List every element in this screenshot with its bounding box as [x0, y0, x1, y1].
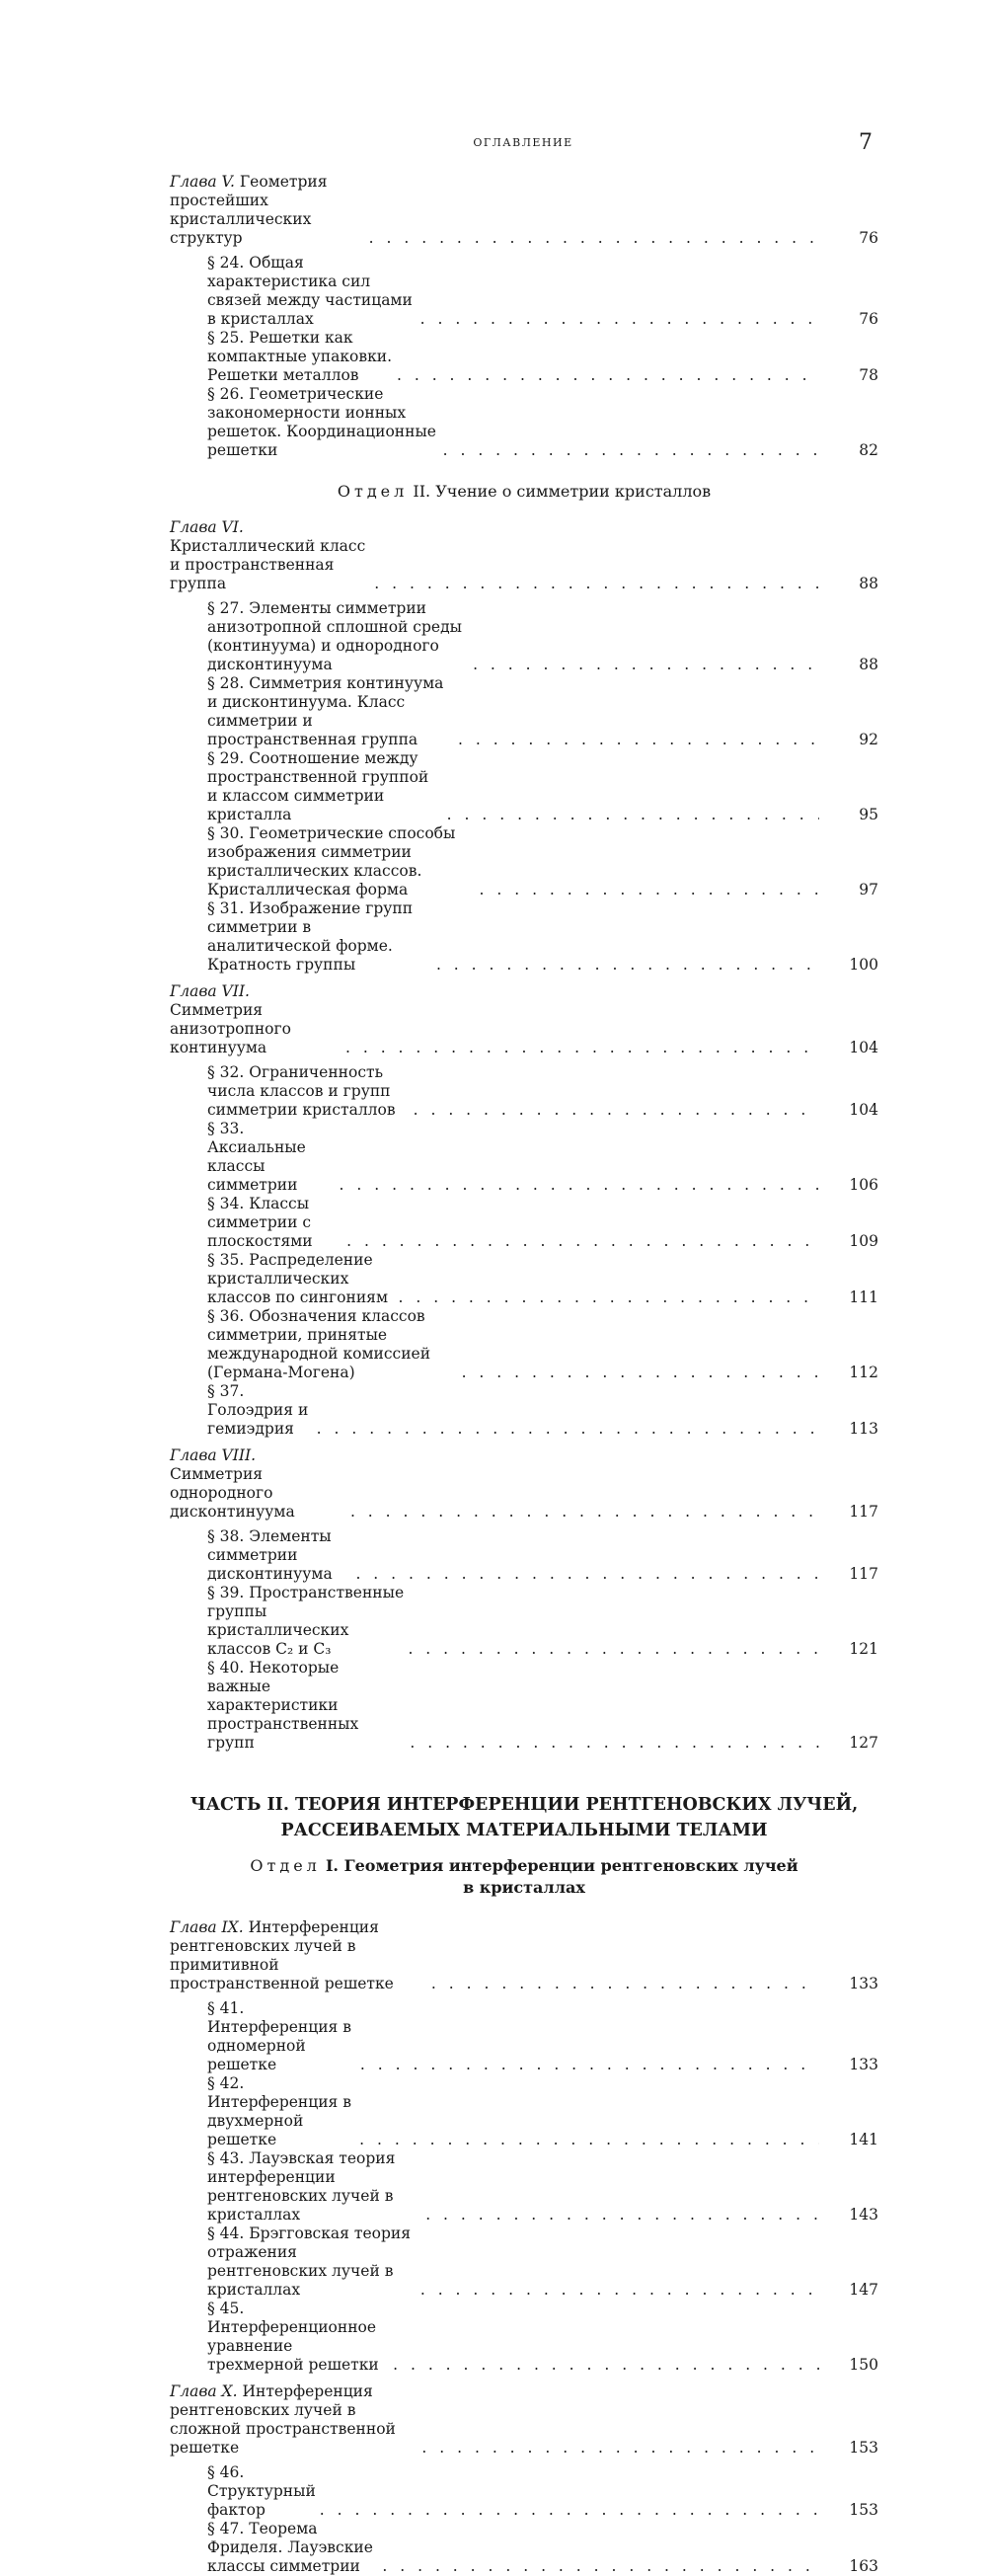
section-number: § 27. [207, 599, 245, 617]
section-title: Геометрические способы изображения симметрии кристаллических классов. Кристаллическая форма [207, 824, 456, 898]
toc-section-entry [170, 1527, 878, 1584]
section-number: § 31. [207, 899, 245, 917]
page-ref: 104 [849, 1039, 878, 1056]
page-ref: 112 [849, 1364, 878, 1381]
page-ref: 76 [859, 229, 878, 247]
section-number: § 34. [207, 1195, 245, 1212]
toc-block [170, 1918, 878, 2375]
toc-block [170, 1446, 878, 1753]
toc-chapter-entry [170, 518, 878, 593]
section-title: Элементы симметрии анизотропной сплошной среды (континуума) и однородного дисконтинуума [207, 599, 462, 673]
section-title: Ограниченность числа классов и групп симметрии кристаллов [207, 1063, 396, 1119]
toc-block [170, 173, 878, 460]
toc-section-entry [170, 1999, 878, 2074]
table-of-contents [170, 173, 878, 2576]
section-title: Пространственные группы кристаллических классов C₂ и C₃ [207, 1584, 405, 1658]
page-ref: 117 [849, 1565, 878, 1583]
page-ref: 97 [859, 881, 878, 898]
section-title: Некоторые важные характеристики пространственных групп [207, 1659, 359, 1752]
section-number: § 30. [207, 824, 245, 842]
section-number: § 25. [207, 329, 245, 347]
leader-dots [469, 656, 819, 674]
toc-block [170, 982, 878, 1439]
toc-chapter-entry [170, 1446, 878, 1522]
toc-section-entry [170, 2300, 878, 2375]
page-ref: 133 [849, 1975, 878, 1992]
leader-dots [356, 2056, 819, 2074]
leader-dots [432, 956, 819, 975]
section-number: § 42. [207, 2074, 245, 2092]
page-ref: 113 [849, 1420, 878, 1438]
chapter-title: Интерференция рентгеновских лучей в сложной пространственной решетке [170, 2382, 396, 2457]
section-number: § 28. [207, 674, 245, 692]
chapter-label: Глава X. [170, 2382, 238, 2400]
running-title: ОГЛАВЛЕНИЕ [473, 136, 573, 149]
department-word: Отдел [250, 1856, 321, 1875]
page-ref: 121 [849, 1640, 878, 1658]
leader-dots [404, 1640, 819, 1659]
section-title: Общая характеристика сил связей между частицами в кристаллах [207, 254, 413, 328]
department-title-line2: в кристаллах [463, 1878, 585, 1897]
section-title: Интерференционное уравнение трехмерной решетки [207, 2318, 379, 2374]
section-title: Изображение групп симметрии в аналитической форме. Кратность группы [207, 899, 414, 974]
leader-dots [346, 1503, 819, 1522]
part-heading [170, 1792, 878, 1843]
leader-dots [439, 441, 819, 460]
toc-section-entry [170, 329, 878, 385]
chapter-title: Симметрия однородного дисконтинуума [170, 1465, 295, 1521]
chapter-label: Глава VIII. [170, 1446, 257, 1464]
leader-dots [410, 1101, 819, 1120]
leader-dots [370, 575, 819, 593]
page-ref: 153 [849, 2501, 878, 2519]
leader-dots [454, 731, 819, 749]
section-title: Классы симметрии с плоскостями [207, 1195, 313, 1250]
toc-section-entry [170, 1063, 878, 1120]
section-title: Лауэвская теория интерференции рентгеновских лучей в кристаллах [207, 2149, 396, 2224]
page-ref: 133 [849, 2056, 878, 2073]
toc-section-entry [170, 899, 878, 975]
section-number: § 26. [207, 385, 245, 403]
page-ref: 104 [849, 1101, 878, 1119]
leader-dots [316, 2501, 819, 2520]
toc-block [170, 2382, 878, 2576]
section-number: § 45. [207, 2300, 245, 2317]
page-ref: 88 [859, 656, 878, 673]
section-number: § 35. [207, 1251, 245, 1269]
part-heading-line: ЧАСТЬ II. ТЕОРИЯ ИНТЕРФЕРЕНЦИИ РЕНТГЕНОВСКИХ ЛУЧЕЙ, [190, 1795, 859, 1815]
section-number: § 47. [207, 2520, 245, 2537]
leader-dots [427, 1975, 819, 1993]
page-ref: 143 [849, 2206, 878, 2224]
chapter-label: Глава VII. [170, 982, 250, 1000]
leader-dots [336, 1176, 819, 1195]
toc-section-entry [170, 599, 878, 674]
leader-dots [417, 2281, 819, 2300]
page-number: 7 [859, 130, 873, 155]
toc-section-entry [170, 674, 878, 749]
page-ref: 141 [849, 2131, 878, 2148]
chapter-title: Интерференция рентгеновских лучей в примитивной пространственной решетке [170, 1918, 394, 1992]
leader-dots [418, 2439, 819, 2458]
toc-section-entry [170, 749, 878, 824]
chapter-label: Глава IX. [170, 1918, 244, 1936]
toc-section-entry [170, 824, 878, 899]
page-ref: 100 [849, 956, 878, 974]
leader-dots [417, 310, 819, 329]
page-ref: 153 [849, 2439, 878, 2457]
leader-dots [421, 2206, 819, 2225]
page-ref: 127 [849, 1734, 878, 1752]
toc-chapter-entry [170, 1918, 878, 1993]
section-title: Симметрия континуума и дисконтинуума. Класс симметрии и пространственная группа [207, 674, 444, 748]
page-ref: 163 [849, 2557, 878, 2575]
section-title: Решетки как компактные упаковки. Решетки металлов [207, 329, 393, 384]
toc-section-entry [170, 2149, 878, 2225]
section-title: Распределение кристаллических классов по сингониям [207, 1251, 389, 1306]
section-title: Интерференция в одномерной решетке [207, 2018, 351, 2073]
toc-section-entry [170, 2074, 878, 2149]
leader-dots [395, 1288, 819, 1307]
section-number: § 39. [207, 1584, 245, 1601]
toc-section-entry [170, 385, 878, 460]
section-title: Геометрические закономерности ионных решеток. Координационные решетки [207, 385, 436, 459]
leader-dots [355, 2131, 819, 2149]
page-header [0, 130, 987, 160]
toc-section-entry [170, 1659, 878, 1753]
department-heading [170, 482, 878, 501]
toc-section-entry [170, 1195, 878, 1251]
toc-chapter-entry [170, 982, 878, 1057]
leader-dots [351, 1565, 819, 1584]
page-ref: 95 [859, 806, 878, 823]
toc-block [170, 518, 878, 975]
toc-section-entry [170, 1307, 878, 1382]
toc-chapter-entry [170, 2382, 878, 2458]
chapter-title: Симметрия анизотропного континуума [170, 1001, 291, 1056]
chapter-label: Глава V. [170, 173, 235, 191]
page-ref: 92 [859, 731, 878, 748]
leader-dots [365, 229, 819, 248]
chapter-label: Глава VI. [170, 518, 244, 536]
section-title: Соотношение между пространственной группой и классом симметрии кристалла [207, 749, 429, 823]
toc-section-entry [170, 1120, 878, 1195]
section-number: § 38. [207, 1527, 245, 1545]
department-word: Отдел [337, 482, 409, 501]
page-ref: 117 [849, 1503, 878, 1521]
leader-dots [313, 1420, 819, 1439]
section-number: § 43. [207, 2149, 245, 2167]
section-title: Обозначения классов симметрии, принятые международной комиссией (Германа-Могена) [207, 1307, 431, 1381]
page-ref: 88 [859, 575, 878, 592]
page-ref: 78 [859, 366, 878, 384]
page-ref: 76 [859, 310, 878, 328]
leader-dots [443, 806, 819, 824]
page-ref: 82 [859, 441, 878, 459]
section-number: § 46. [207, 2463, 245, 2481]
page-ref: 106 [849, 1176, 878, 1194]
chapter-title: Геометрия простейших кристаллических структур [170, 173, 328, 247]
page-ref: 111 [849, 1288, 878, 1306]
section-number: § 37. [207, 1382, 245, 1400]
section-title: Брэгговская теория отражения рентгеновских лучей в кристаллах [207, 2225, 411, 2299]
department-title: I. Геометрия интерференции рентгеновских лучей [325, 1856, 798, 1875]
chapter-title: Кристаллический класс и пространственная группа [170, 537, 366, 592]
page-ref: 150 [849, 2356, 878, 2374]
section-number: § 40. [207, 1659, 245, 1677]
page-ref: 109 [849, 1232, 878, 1250]
toc-section-entry [170, 254, 878, 329]
section-title: Интерференция в двухмерной решетке [207, 2093, 351, 2148]
section-title: Элементы симметрии дисконтинуума [207, 1527, 333, 1583]
toc-section-entry [170, 1251, 878, 1307]
section-number: § 29. [207, 749, 245, 767]
leader-dots [476, 881, 819, 899]
section-title: Аксиальные классы симметрии [207, 1138, 306, 1194]
section-number: § 24. [207, 254, 245, 272]
leader-dots [406, 1734, 819, 1753]
toc-section-entry [170, 2225, 878, 2300]
section-number: § 32. [207, 1063, 245, 1081]
department-heading [170, 1855, 878, 1899]
leader-dots [342, 1039, 819, 1057]
page-ref: 147 [849, 2281, 878, 2299]
toc-section-entry [170, 1382, 878, 1439]
section-title: Теорема Фриделя. Лауэвские классы симметрии [207, 2520, 373, 2575]
toc-section-entry [170, 2520, 878, 2576]
leader-dots [378, 2557, 819, 2576]
leader-dots [342, 1232, 819, 1251]
section-number: § 33. [207, 1120, 245, 1137]
section-title: Структурный фактор [207, 2482, 316, 2519]
section-number: § 44. [207, 2225, 245, 2242]
department-title: II. Учение о симметрии кристаллов [413, 482, 712, 501]
section-title: Голоэдрия и гемиэдрия [207, 1401, 309, 1438]
toc-section-entry [170, 2463, 878, 2520]
part-heading-line: РАССЕИВАЕМЫХ МАТЕРИАЛЬНЫМИ ТЕЛАМИ [280, 1821, 768, 1840]
toc-chapter-entry [170, 173, 878, 248]
toc-section-entry [170, 1584, 878, 1659]
leader-dots [393, 366, 819, 385]
leader-dots [389, 2356, 819, 2375]
leader-dots [458, 1364, 819, 1382]
section-number: § 36. [207, 1307, 245, 1325]
section-number: § 41. [207, 1999, 245, 2017]
